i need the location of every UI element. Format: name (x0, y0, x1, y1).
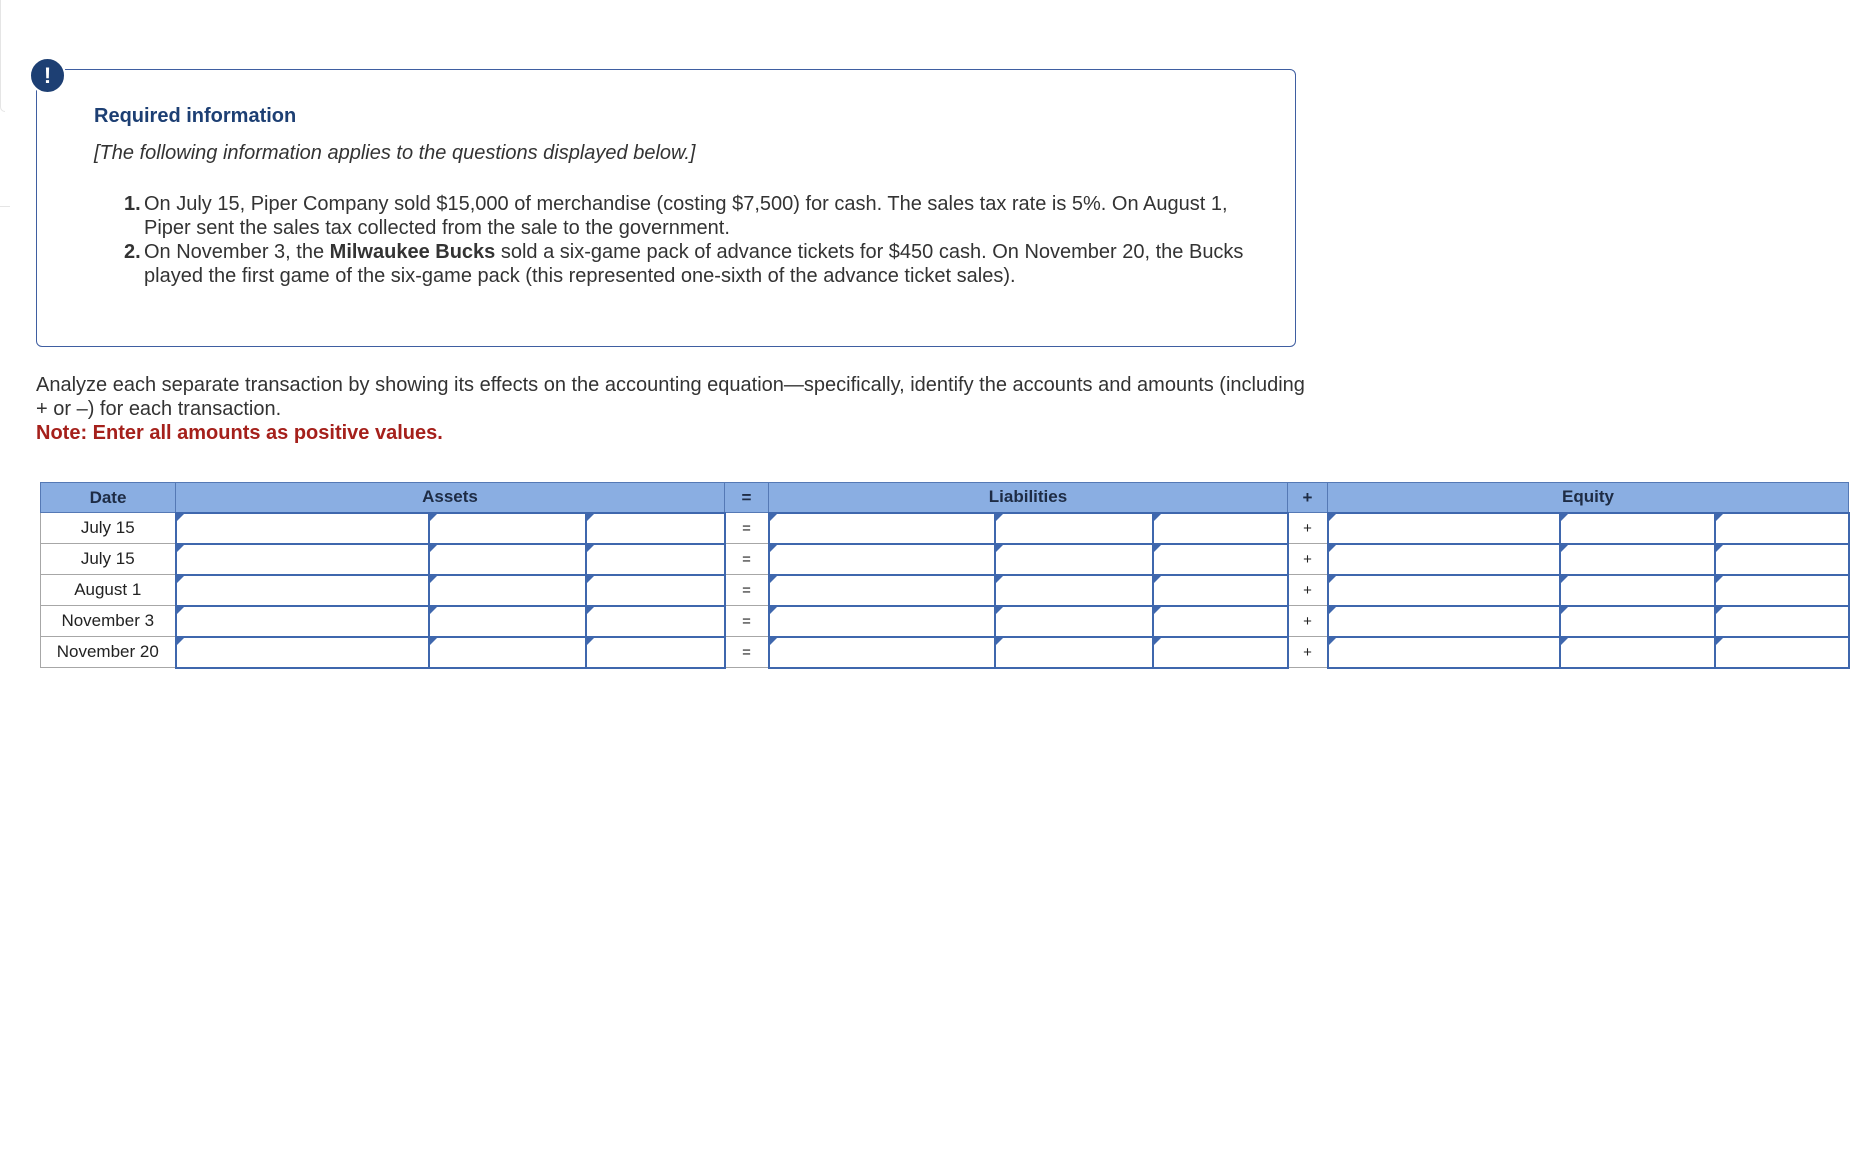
liability-input-1[interactable] (770, 638, 994, 667)
header-assets: Assets (176, 483, 725, 513)
table-header-row (41, 483, 1849, 513)
equals-sign: = (725, 544, 769, 575)
equity-cell-2[interactable] (1560, 513, 1715, 544)
asset-input-1[interactable] (177, 545, 428, 574)
list-item (124, 240, 1264, 288)
asset-input-2[interactable] (430, 638, 585, 667)
list-item-bold: Milwaukee Bucks (329, 241, 496, 263)
plus-sign: + (1288, 606, 1328, 637)
asset-input-1[interactable] (177, 576, 428, 605)
asset-cell-3[interactable] (586, 575, 725, 606)
liability-cell-1[interactable] (769, 606, 995, 637)
equity-cell-2[interactable] (1560, 637, 1715, 668)
asset-cell-3[interactable] (586, 637, 725, 668)
equity-cell-2[interactable] (1560, 544, 1715, 575)
asset-input-3[interactable] (587, 638, 724, 667)
liability-input-1[interactable] (770, 576, 994, 605)
header-equals: = (725, 483, 769, 513)
asset-cell-1[interactable] (176, 606, 429, 637)
row-date: July 15 (41, 544, 176, 575)
liability-cell-2[interactable] (995, 575, 1153, 606)
plus-sign: + (1288, 637, 1328, 668)
asset-cell-1[interactable] (176, 575, 429, 606)
list-item-number: 1. (124, 193, 141, 215)
table-row (41, 513, 1849, 544)
liability-input-1[interactable] (770, 545, 994, 574)
liability-input-2[interactable] (996, 607, 1152, 636)
equity-input-2[interactable] (1561, 514, 1714, 543)
equity-input-2[interactable] (1561, 545, 1714, 574)
liability-cell-1[interactable] (769, 513, 995, 544)
table-row (41, 637, 1849, 668)
liability-input-1[interactable] (770, 514, 994, 543)
instructions (36, 373, 1316, 445)
liability-input-2[interactable] (996, 638, 1152, 667)
plus-sign: + (1288, 575, 1328, 606)
equity-cell-2[interactable] (1560, 606, 1715, 637)
asset-cell-2[interactable] (429, 575, 586, 606)
equity-input-3[interactable] (1716, 545, 1848, 574)
asset-cell-1[interactable] (176, 544, 429, 575)
asset-input-3[interactable] (587, 514, 724, 543)
left-edge-mark (0, 206, 10, 207)
liability-cell-3[interactable] (1153, 544, 1288, 575)
asset-input-3[interactable] (587, 607, 724, 636)
liability-cell-2[interactable] (995, 513, 1153, 544)
asset-input-2[interactable] (430, 514, 585, 543)
asset-cell-2[interactable] (429, 606, 586, 637)
asset-input-2[interactable] (430, 576, 585, 605)
table-body (41, 513, 1849, 668)
equity-input-3[interactable] (1716, 638, 1848, 667)
equity-input-1[interactable] (1329, 514, 1559, 543)
plus-sign: + (1288, 513, 1328, 544)
equity-input-3[interactable] (1716, 514, 1848, 543)
list-item-text-before: On November 3, the (144, 241, 330, 263)
equity-input-1[interactable] (1329, 576, 1559, 605)
liability-input-3[interactable] (1154, 638, 1287, 667)
asset-input-1[interactable] (177, 638, 428, 667)
liability-cell-3[interactable] (1153, 513, 1288, 544)
liability-cell-3[interactable] (1153, 606, 1288, 637)
liability-input-3[interactable] (1154, 514, 1287, 543)
liability-input-2[interactable] (996, 576, 1152, 605)
equity-input-1[interactable] (1329, 638, 1559, 667)
equity-input-1[interactable] (1329, 607, 1559, 636)
row-date: August 1 (41, 575, 176, 606)
liability-input-1[interactable] (770, 607, 994, 636)
row-date: November 20 (41, 637, 176, 668)
equals-sign: = (725, 637, 769, 668)
asset-cell-2[interactable] (429, 513, 586, 544)
liability-input-3[interactable] (1154, 545, 1287, 574)
transaction-list (124, 192, 1264, 288)
liability-input-3[interactable] (1154, 607, 1287, 636)
table-row (41, 575, 1849, 606)
equity-input-2[interactable] (1561, 607, 1714, 636)
liability-input-2[interactable] (996, 514, 1152, 543)
asset-input-3[interactable] (587, 576, 724, 605)
asset-input-2[interactable] (430, 545, 585, 574)
list-item-number: 2. (124, 241, 141, 263)
equity-cell-3[interactable] (1715, 513, 1849, 544)
equity-cell-1[interactable] (1328, 544, 1560, 575)
info-subtitle: [The following information applies to the questions displayed below.] (94, 142, 696, 164)
equals-sign: = (725, 606, 769, 637)
equity-cell-2[interactable] (1560, 575, 1715, 606)
equity-cell-3[interactable] (1715, 544, 1849, 575)
asset-input-2[interactable] (430, 607, 585, 636)
header-plus: + (1288, 483, 1328, 513)
asset-cell-1[interactable] (176, 637, 429, 668)
header-date: Date (41, 483, 176, 513)
list-item-text: On July 15, Piper Company sold $15,000 of merchandise (costing $7,500) for cash. The sales tax rate is 5%. On August 1, Piper sent the sales tax collected from the sale to the government. (144, 193, 1228, 239)
row-date: July 15 (41, 513, 176, 544)
equals-sign: = (725, 575, 769, 606)
asset-input-1[interactable] (177, 514, 428, 543)
asset-cell-2[interactable] (429, 637, 586, 668)
equals-sign: = (725, 513, 769, 544)
liability-cell-1[interactable] (769, 637, 995, 668)
liability-input-2[interactable] (996, 545, 1152, 574)
equity-cell-3[interactable] (1715, 637, 1849, 668)
instructions-text: Analyze each separate transaction by showing its effects on the accounting equation—specifically, identify the accounts and amounts (including + or –) for each transaction. (36, 374, 1305, 420)
liability-cell-3[interactable] (1153, 575, 1288, 606)
equity-cell-3[interactable] (1715, 575, 1849, 606)
equity-input-3[interactable] (1716, 576, 1848, 605)
list-item-text-after: sold a six-game pack of advance tickets for $450 cash. On November 20, the Bucks played the first game of the six-game pack (this represented one-sixth of the advance ticket sales). (144, 241, 1244, 287)
row-date: November 3 (41, 606, 176, 637)
header-equity: Equity (1328, 483, 1849, 513)
table-row (41, 544, 1849, 575)
liability-cell-1[interactable] (769, 544, 995, 575)
asset-cell-3[interactable] (586, 544, 725, 575)
left-edge-decoration (0, 0, 5, 112)
accounting-equation-table (40, 482, 1850, 669)
asset-input-1[interactable] (177, 607, 428, 636)
info-title: Required information (94, 105, 297, 127)
equity-cell-1[interactable] (1328, 606, 1560, 637)
required-information-box (36, 69, 1296, 347)
equity-cell-3[interactable] (1715, 606, 1849, 637)
asset-cell-2[interactable] (429, 544, 586, 575)
liability-cell-2[interactable] (995, 606, 1153, 637)
equity-cell-1[interactable] (1328, 513, 1560, 544)
asset-input-3[interactable] (587, 545, 724, 574)
asset-cell-1[interactable] (176, 513, 429, 544)
equity-input-1[interactable] (1329, 545, 1559, 574)
asset-cell-3[interactable] (586, 513, 725, 544)
equity-cell-1[interactable] (1328, 575, 1560, 606)
equity-cell-1[interactable] (1328, 637, 1560, 668)
liability-input-3[interactable] (1154, 576, 1287, 605)
table-row (41, 606, 1849, 637)
plus-sign: + (1288, 544, 1328, 575)
liability-cell-2[interactable] (995, 637, 1153, 668)
list-item (124, 192, 1264, 240)
liability-cell-3[interactable] (1153, 637, 1288, 668)
equity-input-3[interactable] (1716, 607, 1848, 636)
header-liabilities: Liabilities (769, 483, 1288, 513)
equity-input-2[interactable] (1561, 638, 1714, 667)
instructions-note: Note: Enter all amounts as positive values. (36, 422, 443, 444)
liability-cell-1[interactable] (769, 575, 995, 606)
exclamation-icon: ! (29, 57, 66, 94)
liability-cell-2[interactable] (995, 544, 1153, 575)
equity-input-2[interactable] (1561, 576, 1714, 605)
asset-cell-3[interactable] (586, 606, 725, 637)
